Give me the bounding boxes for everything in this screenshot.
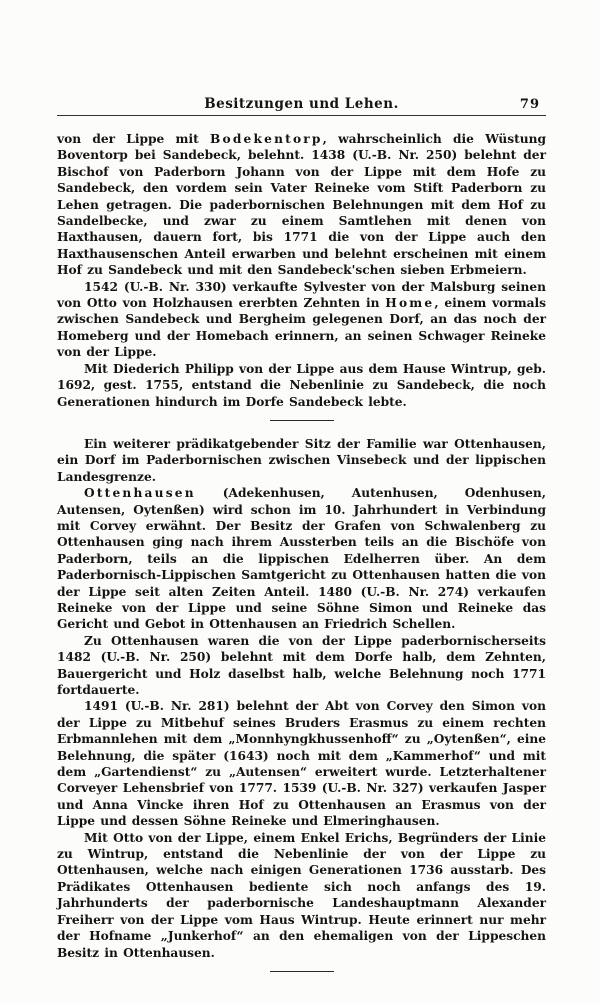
spaced-emphasis-text: Ottenhausen xyxy=(84,486,196,501)
paragraph xyxy=(57,279,546,361)
section-divider xyxy=(270,971,334,972)
text-segment: , wahrscheinlich die Wüstung Boventorp bei Sandebeck, belehnt. 1438 (U.-B. Nr. 250) belehnt der Bischof von Paderborn Johann von der Lippe mit dem Hofe zu Sandebeck, den vordem sein Vater Reineke vom Stift Paderborn zu Lehen getragen. Die paderbornischen Belehnungen mit dem Hof zu Sandelbecke, und zwar zu einem Samtlehen mit denen von Haxthausen, dauern fort, bis 1771 die von der Lippe auch den Haxthausenschen Anteil erwarben und belehnt erscheinen mit einem Hof zu Sandebeck und mit den Sandebeck'schen sieben Erbmeiern. xyxy=(57,132,546,278)
text-segment: Ein weiterer prädikatgebender Sitz der Familie war Ottenhausen, ein Dorf im Paderbornischen zwischen Vinsebeck und der lippischen Landesgrenze. xyxy=(57,436,546,484)
page-body xyxy=(57,131,546,972)
paragraph xyxy=(57,830,546,961)
text-segment: 1542 (U.-B. Nr. 330) verkaufte Sylvester von der Malsburg seinen von Otto von Holzhausen ererbten Zehnten in xyxy=(57,279,546,311)
spaced-emphasis-text: Home xyxy=(385,296,435,311)
running-header xyxy=(57,96,546,116)
text-segment: Zu Ottenhausen waren die von der Lippe paderbornischerseits 1482 (U.-B. Nr. 250) belehnt mit dem Dorfe halb, dem Zehnten, Bauergericht und Holz daselbst halb, welche Belehnung noch 1771 fortdauerte. xyxy=(57,633,546,697)
spaced-emphasis-text: Bodekentorp xyxy=(209,132,323,146)
paragraph xyxy=(57,485,546,633)
paragraph xyxy=(57,361,546,410)
text-segment: (Adekenhusen, Autenhusen, Odenhusen, Autensen, Oytenßen) wird schon im 10. Jahrhundert in Verbindung mit Corvey erwähnt. Der Besitz der Grafen von Schwalenberg zu Ottenhausen ging nach ihrem Aussterben teils an die Bischöfe von Paderborn, teils an die lippischen Edelherren über. An dem Paderbornisch-Lippischen Samtgericht zu Ottenhausen hatten die von der Lippe seit alten Zeiten Anteil. 1480 (U.-B. Nr. 274) verkaufen Reineke von der Lippe und seine Söhne Simon und Reineke das Gericht und Gebot in Ottenhausen an Friedrich Schellen. xyxy=(57,486,546,632)
page-title: Besitzungen und Lehen. xyxy=(204,96,399,112)
text-segment: 1491 (U.-B. Nr. 281) belehnt der Abt von Corvey den Simon von der Lippe zu Mitbehuf seines Bruders Erasmus zu einem rechten Erbmannlehen mit dem „Monnhyngkhussenhoff“ zu „Oytenßen“, eine Belehnung, die später (1643) noch mit dem „Kammerhof“ und mit dem „Gartendienst“ zu „Autensen“ erweitert wurde. Letzterhaltener Corveyer Lehensbrief von 1777. 1539 (U.-B. Nr. 327) verkaufen Jasper und Anna Vincke ihren Hof zu Ottenhausen an Erasmus von der Lippe und dessen Söhne Reineke und Elmeringhausen. xyxy=(57,699,546,829)
page-number: 79 xyxy=(519,97,540,112)
section-divider xyxy=(270,420,334,421)
paragraph xyxy=(57,698,546,829)
text-segment: Mit Diederich Philipp von der Lippe aus dem Hause Wintrup, geb. 1692, gest. 1755, entstand die Nebenlinie zu Sandebeck, die noch Generationen hindurch im Dorfe Sandebeck lebte. xyxy=(57,361,546,409)
paragraph xyxy=(57,436,546,485)
text-segment: Mit Otto von der Lippe, einem Enkel Erichs, Begründers der Linie zu Wintrup, entstand die Nebenlinie der von der Lippe zu Ottenhausen, welche nach einigen Generationen 1736 ausstarb. Des Prädikates Ottenhausen bediente sich noch anfangs des 19. Jahrhunderts der paderbornische Landeshauptmann Alexander Freiherr von der Lippe vom Haus Wintrup. Heute erinnert nur mehr der Hofname „Junkerhof“ an den ehemaligen von der Lippeschen Besitz in Ottenhausen. xyxy=(57,830,546,960)
text-segment: , einem vormals zwischen Sandebeck und Bergheim gelegenen Dorf, an das noch der Homeberg und der Homebach erinnern, an seinen Schwager Reineke von der Lippe. xyxy=(57,296,546,360)
paragraph xyxy=(57,633,546,699)
text-segment: von der Lippe mit xyxy=(57,132,210,146)
page-text-block xyxy=(57,96,546,987)
paragraph xyxy=(57,131,546,279)
